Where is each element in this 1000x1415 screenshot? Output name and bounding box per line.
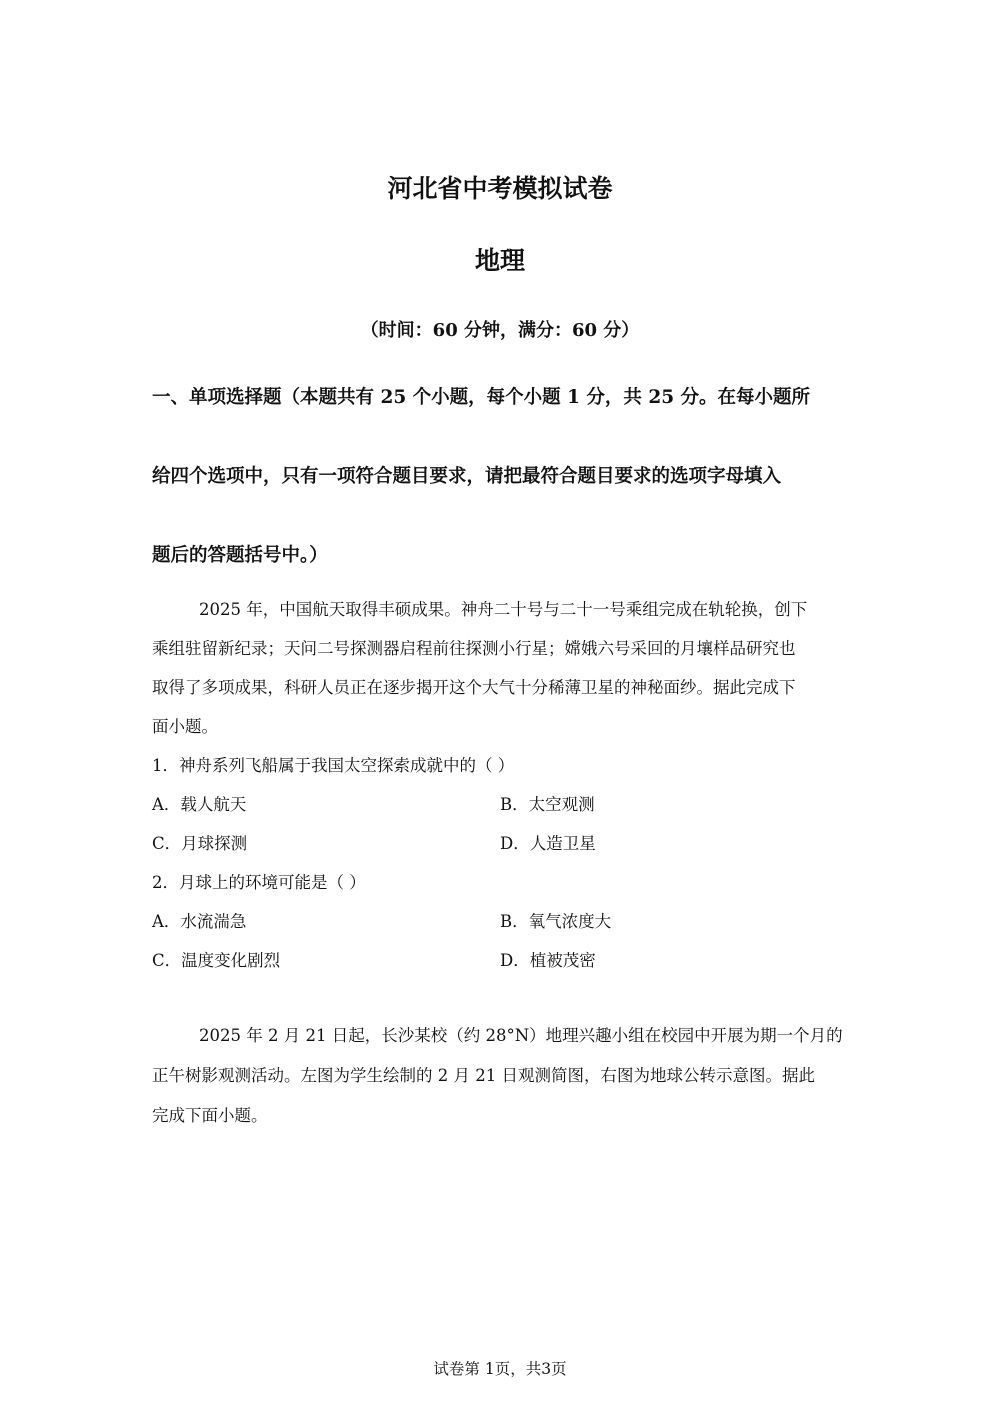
option-c: C．温度变化剧烈 — [152, 951, 281, 970]
passage-line: 面小题。 — [152, 717, 218, 736]
section-heading-line: 给四个选项中，只有一项符合题目要求，请把最符合题目要求的选项字母填入 — [152, 466, 782, 487]
option-a: A．水流湍急 — [152, 912, 247, 931]
question-stem: 2．月球上的环境可能是（ ） — [152, 873, 366, 892]
question-stem: 1．神舟系列飞船属于我国太空探索成就中的（ ） — [152, 756, 515, 775]
passage-line: 乘组驻留新纪录；天问二号探测器启程前往探测小行星；嫦娥六号采回的月壤样品研究也 — [152, 639, 796, 658]
passage-line: 完成下面小题。 — [152, 1106, 268, 1125]
option-c: C．月球探测 — [152, 834, 248, 853]
passage-line: 2025 年 2 月 21 日起，长沙某校（约 28°N）地理兴趣小组在校园中开展为期一个月的 — [199, 1026, 843, 1045]
option-a: A．载人航天 — [152, 795, 247, 814]
option-d: D．植被茂密 — [500, 951, 596, 970]
page-footer: 试卷第 1页，共3页 — [433, 1360, 567, 1378]
option-b: B．氧气浓度大 — [500, 912, 612, 931]
passage-line: 2025 年，中国航天取得丰硕成果。神舟二十号与二十一号乘组完成在轨轮换，创下 — [199, 600, 808, 619]
passage-line: 正午树影观测活动。左图为学生绘制的 2 月 21 日观测简图，右图为地球公转示意图。据此 — [152, 1066, 815, 1085]
passage-line: 取得了多项成果，科研人员正在逐步揭开这个大气十分稀薄卫星的神秘面纱。据此完成下 — [152, 678, 796, 697]
exam-title: 河北省中考模拟试卷 — [387, 174, 613, 203]
exam-duration: （时间：60 分钟，满分：60 分） — [360, 320, 640, 341]
option-b: B．太空观测 — [500, 795, 595, 814]
subject-title: 地理 — [474, 246, 525, 275]
section-heading-line: 一、单项选择题（本题共有 25 个小题，每个小题 1 分，共 25 分。在每小题所 — [152, 387, 811, 408]
option-d: D．人造卫星 — [500, 834, 596, 853]
section-heading-line: 题后的答题括号中。） — [152, 545, 328, 566]
